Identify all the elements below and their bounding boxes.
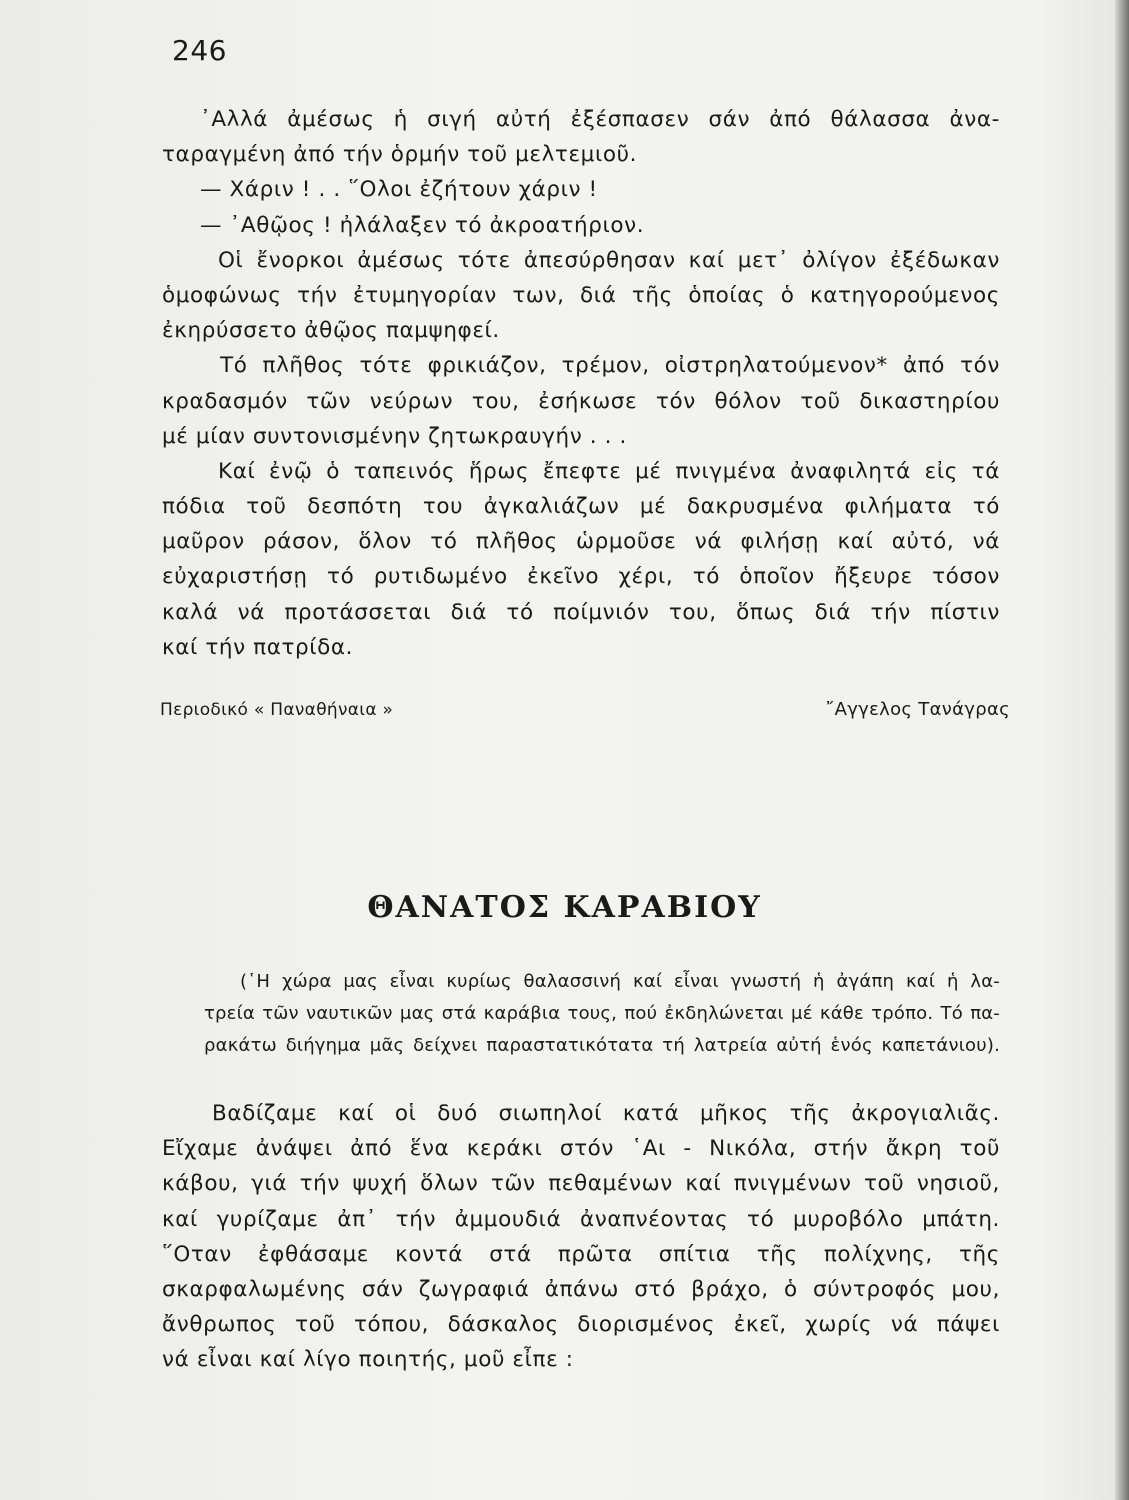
text-line: Οἱ ἔνορκοι ἀμέσως τότε ἀπεσύρθησαν καί μετ᾿ ὀλίγον ἐξέδωκαν <box>218 247 1000 273</box>
text-line: Βαδίζαμε καί οἱ δυό σιωπηλοί κατά μῆκος τῆς ἀκρογιαλιᾶς. <box>212 1101 1000 1126</box>
author-name: ῎Αγγελος Τανάγρας <box>825 699 1010 720</box>
text-line: καί γυρίζαμε ἀπ᾿ τήν ἀμμουδιά ἀναπνέοντας τό μυροβόλο μπάτη. <box>162 1206 1000 1232</box>
intro-line: τρεία τῶν ναυτικῶν μας στά καράβια τους, πού ἐκδηλώνεται μέ κάθε τρόπο. Τό πα- <box>204 1003 1000 1024</box>
text-line: — ᾿Αθῷος ! ἠλάλαξεν τό ἀκροατήριον. <box>200 212 645 238</box>
text-block-2 <box>162 1096 1000 1378</box>
text-line: ταραγμένη ἀπό τήν ὁρμήν τοῦ μελτεμιοῦ. <box>162 142 638 168</box>
story-title: ΘΑΝΑΤΟΣ ΚΑΡΑΒΙΟΥ <box>367 890 762 925</box>
text-line: ὁμοφώνως τήν ἐτυμηγορίαν των, διά τῆς ὁποίας ὁ κατηγορούμενος <box>162 282 1000 308</box>
text-line: ᾿Αλλά ἀμέσως ἡ σιγή αὐτή ἐξέσπασεν σάν ἀπό θάλασσα ἀνα- <box>200 107 1000 132</box>
intro-note <box>204 966 1000 1062</box>
periodical-name: Περιοδικό « Παναθήναια » <box>160 700 394 720</box>
page-number: 246 <box>172 34 227 67</box>
text-line: ἄνθρωπος τοῦ τόπου, δάσκαλος διορισμένος ἐκεῖ, χωρίς νά πάψει <box>162 1312 1000 1338</box>
text-line: — Χάριν ! . . ῞Ολοι ἐζήτουν χάριν ! <box>200 177 598 203</box>
text-line: καλά νά προτάσσεται διά τό ποίμνιόν του, ὅπως διά τήν πίστιν <box>162 599 1000 625</box>
text-line: Τό πλῆθος τότε φρικιάζον, τρέμον, οἰστρηλατούμενον* ἀπό τόν <box>220 353 1000 379</box>
text-line: εὐχαριστήσῃ τό ρυτιδωμένο ἐκεῖνο χέρι, τό ὁποῖον ἤξευρε τόσον <box>162 564 1000 590</box>
text-block-1 <box>162 102 1000 665</box>
source-attribution <box>160 698 1010 722</box>
text-line: μαῦρον ράσον, ὅλον τό πλῆθος ὡρμοῦσε νά φιλήσῃ καί αὐτό, νά <box>162 529 1000 555</box>
intro-line: (῾Η χώρα μας εἶναι κυρίως θαλασσινή καί εἶναι γνωστή ἡ ἀγάπη καί ἡ λα- <box>240 971 1000 992</box>
text-line: ῞Οταν ἐφθάσαμε κοντά στά πρῶτα σπίτια τῆς πολίχνης, τῆς <box>162 1241 1000 1267</box>
text-line: μέ μίαν συντονισμένην ζητωκραυγήν . . . <box>162 423 627 449</box>
text-line: κάβου, γιά τήν ψυχή ὅλων τῶν πεθαμένων καί πνιγμένων τοῦ νησιοῦ, <box>162 1171 1000 1197</box>
text-line: καί τήν πατρίδα. <box>162 634 354 660</box>
text-line: νά εἶναι καί λίγο ποιητής, μοῦ εἶπε : <box>162 1347 574 1373</box>
text-line: Εἴχαμε ἀνάψει ἀπό ἕνα κεράκι στόν ῾Αι - Νικόλα, στήν ἄκρη τοῦ <box>162 1136 1000 1162</box>
text-line: πόδια τοῦ δεσπότη του ἀγκαλιάζων μέ δακρυσμένα φιλήματα τό <box>162 494 1000 520</box>
text-line: Καί ἐνῷ ὁ ταπεινός ἥρως ἔπεφτε μέ πνιγμένα ἀναφιλητά εἰς τά <box>218 458 1000 484</box>
page-edge-shadow <box>1115 0 1129 1500</box>
text-line: σκαρφαλωμένης σάν ζωγραφιά ἀπάνω στό βράχο, ὁ σύντροφός μου, <box>162 1276 1000 1302</box>
text-line: κραδασμόν τῶν νεύρων του, ἐσήκωσε τόν θόλον τοῦ δικαστηρίου <box>162 388 1000 414</box>
text-line: ἐκηρύσσετο ἀθῷος παμψηφεί. <box>162 318 500 344</box>
intro-line: ρακάτω διήγημα μᾶς δείχνει παραστατικότατα τή λατρεία αὐτή ἑνός καπετάνιου). <box>204 1035 1000 1056</box>
